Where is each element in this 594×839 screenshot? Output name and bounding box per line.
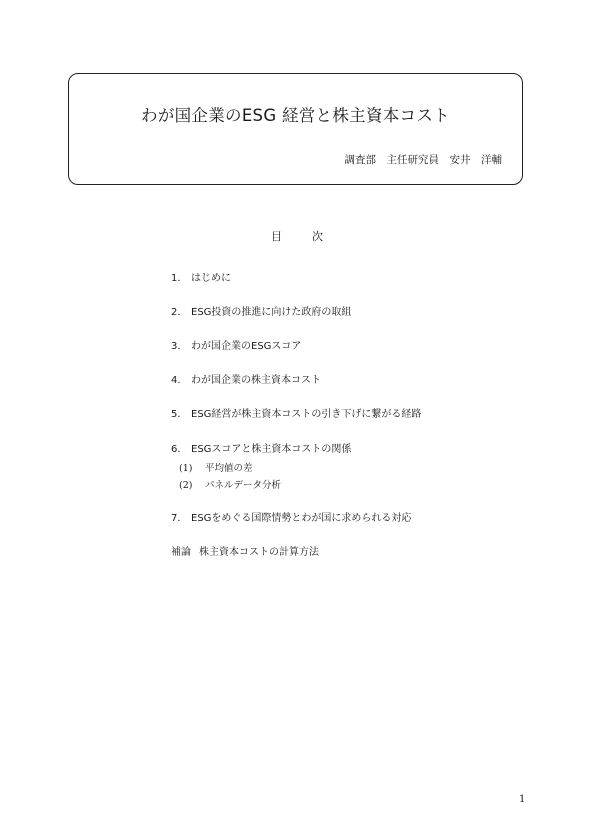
page-number: 1 (519, 794, 526, 805)
toc-item-text: ESG投資の推進に向けた政府の取組 (191, 307, 352, 318)
toc-subitem-number: (2) (179, 480, 193, 491)
toc-item-text: ESGをめぐる国際情勢とわが国に求められる対応 (191, 513, 412, 524)
toc-subitem-text: パネルデータ分析 (205, 480, 282, 491)
toc-subitem-number: (1) (179, 463, 193, 474)
toc-heading-right: 次 (312, 230, 323, 243)
toc-item-7[interactable] (171, 509, 411, 524)
toc-item-supplement[interactable] (171, 543, 319, 558)
toc-supplement-label: 補論 (171, 547, 191, 558)
toc-subitem-text: 平均値の差 (205, 463, 253, 474)
author-line: 調査部 主任研究員 安井 洋輔 (344, 154, 502, 166)
toc-item-1[interactable] (171, 269, 231, 284)
toc-item-number: 2． (171, 307, 188, 318)
toc-item-text: ESG経営が株主資本コストの引き下げに繋がる経路 (191, 409, 422, 420)
toc-heading-left: 目 (271, 230, 282, 243)
toc-item-3[interactable] (171, 337, 301, 352)
toc-item-text: ESGスコアと株主資本コストの関係 (191, 444, 352, 455)
toc-item-number: 7． (171, 513, 188, 524)
toc-heading (0, 228, 594, 244)
toc-item-number: 6． (171, 444, 188, 455)
toc-item-text: はじめに (191, 273, 231, 284)
toc-item-6[interactable] (171, 440, 351, 455)
toc-supplement-text: 株主資本コストの計算方法 (199, 547, 319, 558)
toc-item-text: わが国企業の株主資本コスト (191, 375, 321, 386)
toc-item-number: 1． (171, 273, 188, 284)
toc-subitem-1[interactable] (179, 460, 253, 474)
toc-item-2[interactable] (171, 303, 351, 318)
toc-item-number: 4． (171, 375, 188, 386)
title-box (68, 73, 523, 185)
toc-subitem-2[interactable] (179, 477, 281, 491)
toc-item-number: 3． (171, 341, 188, 352)
toc-item-5[interactable] (171, 405, 421, 420)
toc-item-text: わが国企業のESGスコア (191, 341, 302, 352)
document-title: わが国企業のESG 経営と株主資本コスト (141, 106, 450, 125)
toc-item-4[interactable] (171, 371, 321, 386)
toc-item-number: 5． (171, 409, 188, 420)
